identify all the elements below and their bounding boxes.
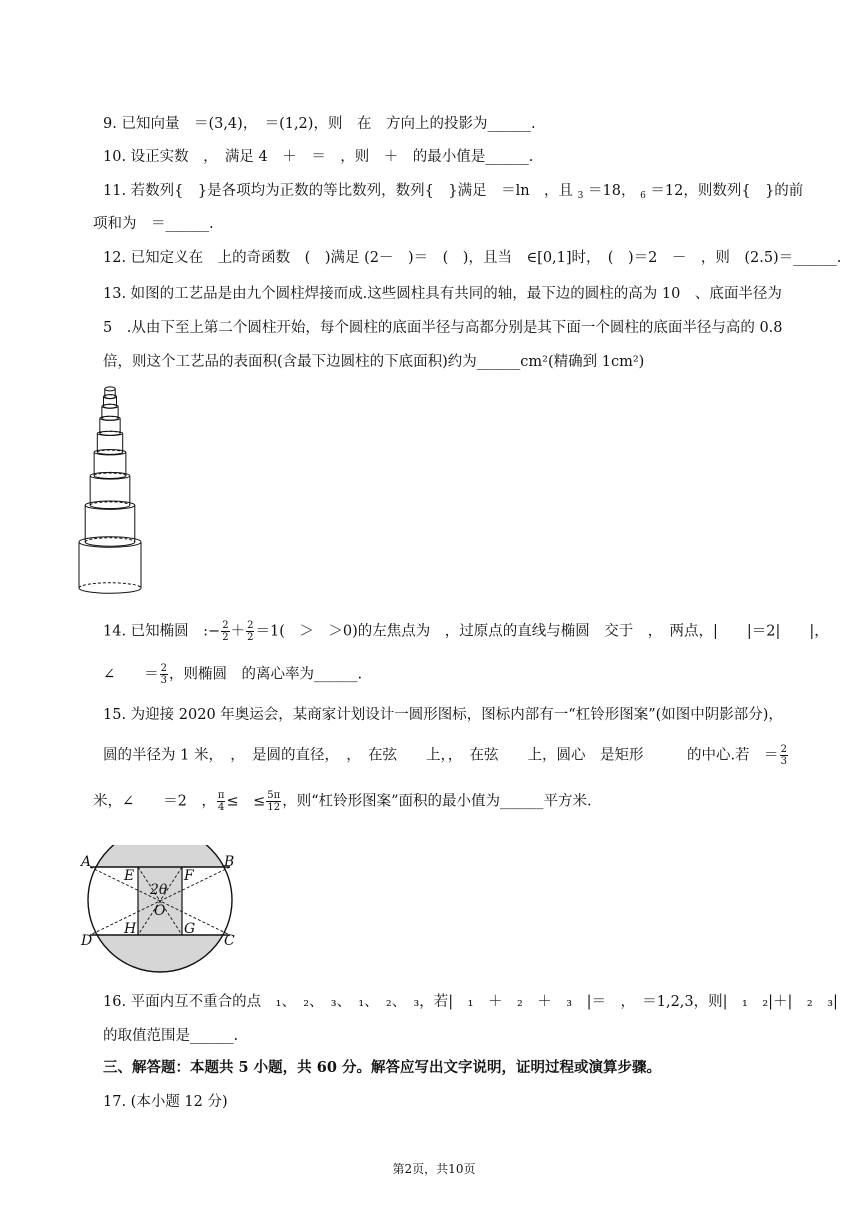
q15-fraction-5pi-12: $\frac{5\pi}{12}$ (267, 790, 281, 813)
q14-text-a: 14. 已知椭圆 :− (103, 623, 221, 640)
question-14-line1 (103, 620, 829, 643)
stacked-cylinders-figure (76, 383, 156, 603)
q14-plus: ＋ (230, 623, 246, 640)
question-14-line2 (103, 663, 362, 686)
question-11-line1 (103, 181, 803, 206)
question-15-line2 (103, 744, 789, 767)
q15-fraction-2-3: $\frac{2}{3}$ (780, 744, 787, 767)
question-12: 12. 已知定义在 上的奇函数 ( )满足 (2－ )＝ ( )，且当 ∈[0,1]时， ( )＝2 － ，则 (2.5)＝______. (103, 250, 842, 266)
q11-subscript-6: 6 (640, 191, 646, 201)
q15-text-c: ≤ ≤ (226, 793, 266, 810)
question-17: 17. (本小题 12 分) (103, 1094, 228, 1110)
label-C: C (224, 933, 235, 949)
q11-text-c: ＝12，则数列{ }的前 (650, 183, 804, 199)
question-10: 10. 设正实数 ， 满足 4 ＋ ＝ ，则 ＋ 的最小值是______. (103, 149, 534, 165)
page-footer: 第2页，共10页 (392, 1162, 476, 1176)
q15-text-d: ，则“杠铃形图案”面积的最小值为______平方米. (282, 793, 592, 810)
barbell-circle-figure (78, 845, 248, 975)
question-16-line2: 的取值范围是______. (103, 1028, 239, 1044)
question-9: 9. 已知向量 ＝(3,4)， ＝(1,2)，则 在 方向上的投影为______. (103, 116, 536, 132)
q14-text-b: ＝1( ＞ ＞0)的左焦点为 ，过原点的直线与椭圆 交于 ， 两点，| |＝2| |， (255, 623, 829, 640)
question-15-line3 (93, 790, 592, 813)
q14-text-d: ，则椭圆 的离心率为______. (169, 666, 363, 683)
q15-text-b: 米，∠ ＝2 ， (93, 793, 216, 810)
question-13-line1: 13. 如图的工艺品是由九个圆柱焊接而成.这些圆柱具有共同的轴，最下边的圆柱的高为 10 、底面半径为 (103, 286, 782, 302)
label-O: O (154, 903, 166, 919)
question-13-line2: 5 .从由下至上第二个圆柱开始，每个圆柱的底面半径与高都分别是其下面一个圆柱的底面半径与高的 0.8 (103, 320, 783, 336)
q14-text-c: ∠ ＝ (103, 666, 159, 683)
q11-subscript-3: 3 (577, 191, 584, 201)
q11-text-b: ＝18， (588, 183, 636, 199)
q11-text-a: 11. 若数列{ }是各项均为正数的等比数列，数列{ }满足 ＝ln ，且 (103, 183, 574, 199)
question-13-line3: 倍，则这个工艺品的表面积(含最下边圆柱的下底面积)约为______cm²(精确到 1cm²) (103, 354, 645, 370)
question-16-line1: 16. 平面内互不重合的点 ₁、 ₂、 ₃、 ₁、 ₂、 ₃，若| ₁ ＋ ₂ ＋ ₃ |＝ ， ＝1,2,3，则| ₁ ₂|＋| ₂ ₃| (103, 994, 838, 1010)
label-2theta: 2θ (150, 882, 168, 898)
q15-text-a: 圆的半径为 1 米， ， 是圆的直径， ， 在弦 上，， 在弦 上，圆心 是矩形 的中心.若 ＝ (103, 747, 779, 764)
q15-fraction-pi-4: $\frac{\pi}{4}$ (217, 790, 225, 813)
label-H: H (124, 921, 137, 937)
section-3-heading: 三、解答题：本题共 5 小题，共 60 分。解答应写出文字说明，证明过程或演算步骤。 (103, 1059, 661, 1076)
label-A: A (81, 854, 92, 870)
question-15-line1: 15. 为迎接 2020 年奥运会，某商家计划设计一圆形图标，图标内部有一“杠铃形图案”(如图中阴影部分)， (103, 707, 783, 723)
label-F: F (184, 868, 194, 884)
q14-fraction-2: $\frac{2}{2}$ (247, 620, 254, 643)
label-G: G (184, 921, 196, 937)
label-D: D (81, 933, 93, 949)
q14-fraction-3: $\frac{2}{3}$ (160, 663, 168, 686)
label-B: B (224, 854, 235, 870)
q14-fraction-1: $\frac{2}{2}$ (222, 620, 229, 643)
label-E: E (124, 868, 135, 884)
question-11-line2: 项和为 ＝______. (93, 216, 214, 232)
